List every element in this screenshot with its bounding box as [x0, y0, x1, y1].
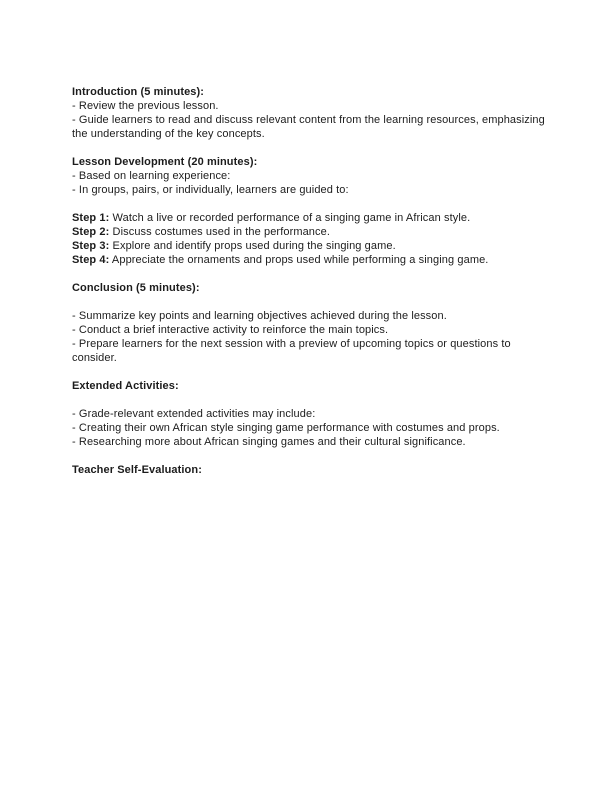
step-text: Explore and identify props used during the singing game. — [109, 240, 396, 252]
body-line: - Researching more about African singing games and their cultural significance. — [72, 436, 466, 448]
step-line — [72, 211, 546, 225]
body-line: - Guide learners to read and discuss relevant content from the learning resources, emphasizing the understanding of the key concepts. — [72, 114, 545, 140]
section-heading: Conclusion (5 minutes): — [72, 282, 200, 294]
blank-line — [72, 295, 546, 309]
body-line: - Grade-relevant extended activities may include: — [72, 408, 316, 420]
step-label: Step 1: — [72, 212, 110, 224]
blank-line — [72, 365, 546, 379]
body-line: - Prepare learners for the next session with a preview of upcoming topics or questions to consider. — [72, 338, 511, 364]
section-heading: Introduction (5 minutes): — [72, 86, 205, 98]
section-heading: Extended Activities: — [72, 380, 179, 392]
body-line: - Based on learning experience: — [72, 170, 231, 182]
lesson-plan-content — [72, 85, 546, 477]
body-line: - In groups, pairs, or individually, learners are guided to: — [72, 184, 349, 196]
blank-line — [72, 267, 546, 281]
step-line — [72, 253, 546, 267]
step-label: Step 2: — [72, 226, 110, 238]
step-label: Step 4: — [72, 254, 110, 266]
body-line: - Creating their own African style singing game performance with costumes and props. — [72, 422, 500, 434]
body-line: - Review the previous lesson. — [72, 100, 219, 112]
blank-line — [72, 197, 546, 211]
blank-line — [72, 393, 546, 407]
step-text: Discuss costumes used in the performance. — [109, 226, 331, 238]
step-label: Step 3: — [72, 240, 110, 252]
step-line — [72, 225, 546, 239]
section-heading: Lesson Development (20 minutes): — [72, 156, 258, 168]
step-text: Watch a live or recorded performance of a singing game in African style. — [109, 212, 471, 224]
body-line: - Conduct a brief interactive activity to reinforce the main topics. — [72, 324, 389, 336]
blank-line — [72, 141, 546, 155]
body-line: - Summarize key points and learning objectives achieved during the lesson. — [72, 310, 447, 322]
blank-line — [72, 449, 546, 463]
section-heading: Teacher Self-Evaluation: — [72, 464, 202, 476]
step-text: Appreciate the ornaments and props used while performing a singing game. — [109, 254, 489, 266]
step-line — [72, 239, 546, 253]
